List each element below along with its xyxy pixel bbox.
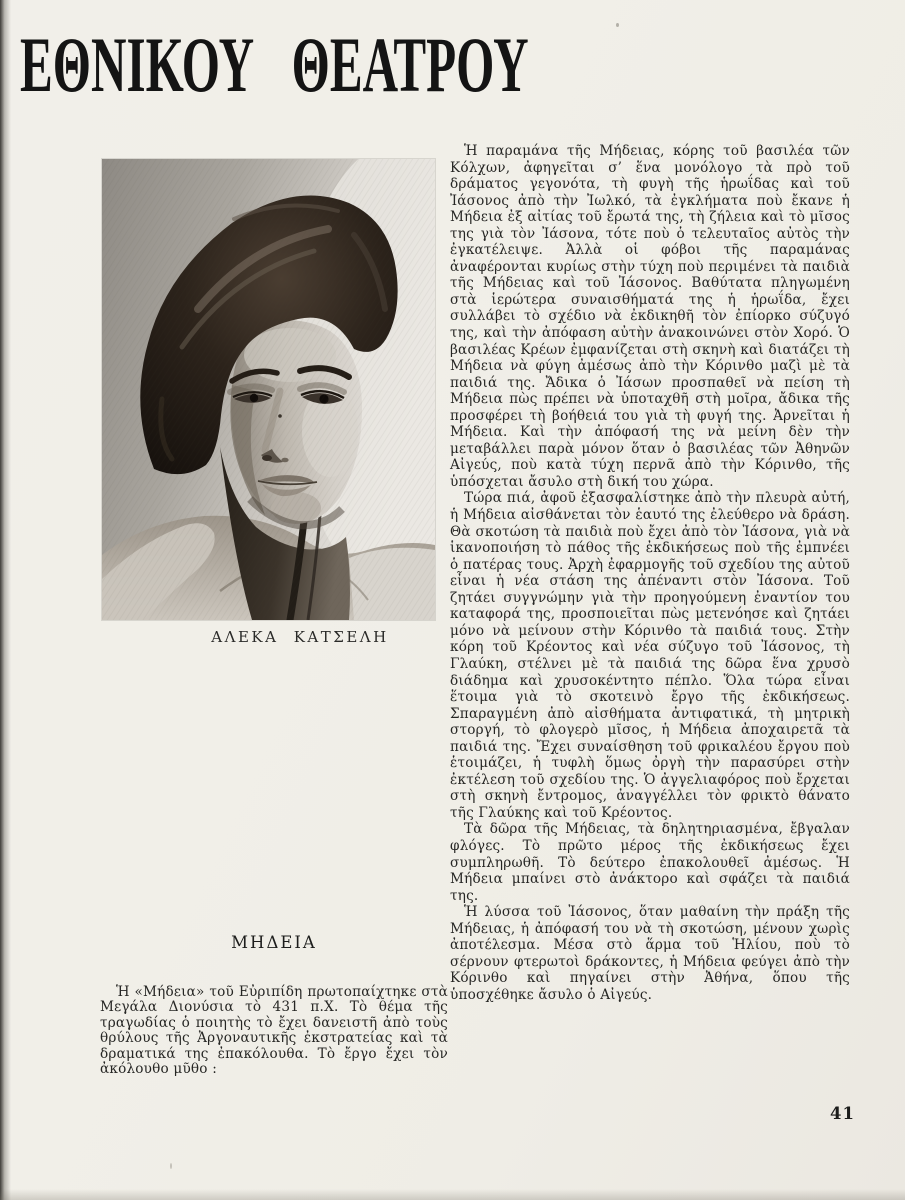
left-column (100, 933, 448, 1078)
scan-speck (170, 1163, 172, 1169)
synopsis-paragraph-4: Ἡ λύσσα τοῦ Ἰάσονος, ὅταν μαθαίνη τὴν πράξη τῆς Μήδειας, ἡ ἀπόφασή του νὰ τὴ σκοτώση, μένουν χωρὶς ἀποτέλεσμα. Μέσα στὸ ἅρμα τοῦ Ἡλίου, ποὺ τὸ σέρνουν φτερωτοὶ δράκοντες, ἡ Μήδεια φεύγει ἀπὸ τὴν Κόρινθο καὶ πηγαίνει στὴν Ἀθήνα, ὅπου τῆς ὑποσχέθηκε ἄσυλο ὁ Αἰγεύς. (450, 904, 850, 1003)
bottom-edge-shadow (0, 1189, 905, 1200)
spine-shadow (0, 0, 11, 1200)
page-number: 41 (830, 1104, 855, 1123)
portrait-photo (102, 159, 435, 620)
article-heading: ΜΗΔΕΙΑ (231, 933, 317, 952)
photo-caption: ΑΛΕΚΑ ΚΑΤΣΕΛΗ (211, 628, 389, 646)
synopsis-paragraph-3: Τὰ δῶρα τῆς Μήδειας, τὰ δηλητηριασμένα, ἔβγαλαν φλόγες. Τὸ πρῶτο μέρος τῆς ἐκδικήσεως ἔχει συμπληρωθῆ. Τὸ δεύτερο ἐπακολουθεῖ ἀμέσως. Ἡ Μήδεια μπαίνει στὸ ἀνάκτορο καὶ σφάζει τὰ παιδιά της. (450, 821, 850, 904)
article-intro-paragraph: Ἡ «Μήδεια» τοῦ Εὐριπίδη πρωτοπαίχτηκε στὰ Μεγάλα Διονύσια τὸ 431 π.Χ. Τὸ θέμα τῆς τραγωδίας ὁ ποιητὴς τὸ ἔχει δανειστῆ ἀπὸ τοὺς θρύλους τῆς Ἀργοναυτικῆς ἐκστρατείας καὶ τὰ δραματικά της ἐπακόλουθα. Τὸ ἔργο ἔχει τὸν ἀκόλουθο μῦθο : (100, 984, 448, 1078)
synopsis-paragraph-2: Τώρα πιά, ἀφοῦ ἐξασφαλίστηκε ἀπὸ τὴν πλευρὰ αὐτή, ἡ Μήδεια αἰσθάνεται τὸν ἑαυτό της ἐλεύθερο νὰ δράση. Θὰ σκοτώση τὰ παιδιὰ ποὺ ἔχει ἀπὸ τὸν Ἰάσονα, γιὰ νὰ ἱκανοποιήση τὸ πάθος τῆς ἐκδικήσεως ποὺ τῆς ἐμπνέει ὁ πατέρας τους. Ἀρχὴ ἐφαρμογῆς τοῦ σχεδίου της αὐτοῦ εἶναι ἡ νέα στάση της ἀπέναντι στὸν Ἰάσονα. Τοῦ ζητάει συγγνώμην γιὰ τὴν προηγούμενη ἐναντίον του καταφορά της, προσποιεῖται πὼς μετενόησε καὶ ζητάει μόνο νὰ μείνουν στὴν Κόρινθο τὰ παιδιά τους. Στὴν κόρη τοῦ Κρέοντος καὶ νέα σύζυγο τοῦ Ἰάσονος, τὴ Γλαύκη, στέλνει μὲ τὰ παιδιά της δῶρα ἕνα χρυσὸ διάδημα καὶ χρυσοκέντητο πέπλο. Ὅλα τώρα εἶναι ἕτοιμα γιὰ τὸ σκοτεινὸ ἔργο τῆς ἐκδικήσεως. Σπαραγμένη ἀπὸ αἰσθήματα ἀντιφατικά, τὴ μητρικὴ στοργή, τὸ φλογερὸ μῖσος, ἡ Μήδεια ἀποχαιρετᾶ τὰ παιδιά της. Ἔχει συναίσθηση τοῦ φρικαλέου ἔργου ποὺ ἑτοιμάζει, ἡ τυφλὴ ὅμως ὀργὴ τὴν παρασύρει στὴν ἐκτέλεση τοῦ σχεδίου της. Ὁ ἀγγελιαφόρος ποὺ ἔρχεται στὴ σκηνὴ ἔντρομος, ἀναγγέλλει τὸν φρικτὸ θάνατο τῆς Γλαύκης καὶ τοῦ Κρέοντος. (450, 490, 850, 821)
film-grain-overlay (102, 159, 435, 620)
portrait-illustration (102, 159, 435, 620)
right-column (450, 143, 850, 1003)
page-title: ΕΘΝΙΚΟΥ ΘΕΑΤΡΟΥ (20, 21, 529, 108)
synopsis-paragraph-1: Ἡ παραμάνα τῆς Μήδειας, κόρης τοῦ βασιλέα τῶν Κόλχων, ἀφηγεῖται σ’ ἕνα μονόλογο τὰ πρὸ τοῦ δράματος γεγονότα, τὴ φυγὴ τῆς ἡρωΐδας καὶ τοῦ Ἰάσονος ἀπὸ τὴν Ἰωλκό, τὰ ἐγκλήματα ποὺ ἔκανε ἡ Μήδεια ἐξ αἰτίας τοῦ ἔρωτά της, τὴ ζήλεια καὶ τὸ μῖσος της γιὰ τὸν Ἰάσονα, τότε ποὺ ὁ τελευταῖος αὐτὸς τὴν ἐγκατέλειψε. Ἀλλὰ οἱ φόβοι τῆς παραμάνας ἀναφέρονται κυρίως στὴν τύχη ποὺ περιμένει τὰ παιδιὰ τῆς Μήδειας καὶ τοῦ Ἰάσονος. Βαθύτατα πληγωμένη στὰ ἱερώτερα συναισθήματά της ἡ ἡρωΐδα, ἔχει συλλάβει τὸ σχέδιο νὰ ἐκδικηθῆ τὸν ἐπίορκο σύζυγό της, καὶ τὴν ἀπόφαση αὐτὴν ἀνακοινώνει στὸν Χορό. Ὁ βασιλέας Κρέων ἐμφανίζεται στὴ σκηνὴ καὶ διατάζει τὴ Μήδεια νὰ φύγη ἀμέσως ἀπὸ τὴν Κόρινθο μαζὶ μὲ τὰ παιδιά της. Ἄδικα ὁ Ἰάσων προσπαθεῖ νὰ πείση τὴ Μήδεια πὼς πρέπει νὰ ὑποταχθῆ στὴ μοῖρα, ἄδικα τῆς προσφέρει τὴ βοήθειά του γιὰ τὴ φυγή της. Ἀρνεῖται ἡ Μήδεια. Καὶ τὴν ἀπόφασή της νὰ μείνη δὲν τὴν μεταβάλλει παρὰ μόνον ὅταν ὁ βασιλέας τῶν Ἀθηνῶν Αἰγεύς, ποὺ κατὰ τύχη περνᾶ ἀπὸ τὴν Κόρινθο, τῆς ὑπόσχεται ἄσυλο στὴ δική του χώρα. (450, 143, 850, 490)
scan-speck (616, 23, 619, 27)
